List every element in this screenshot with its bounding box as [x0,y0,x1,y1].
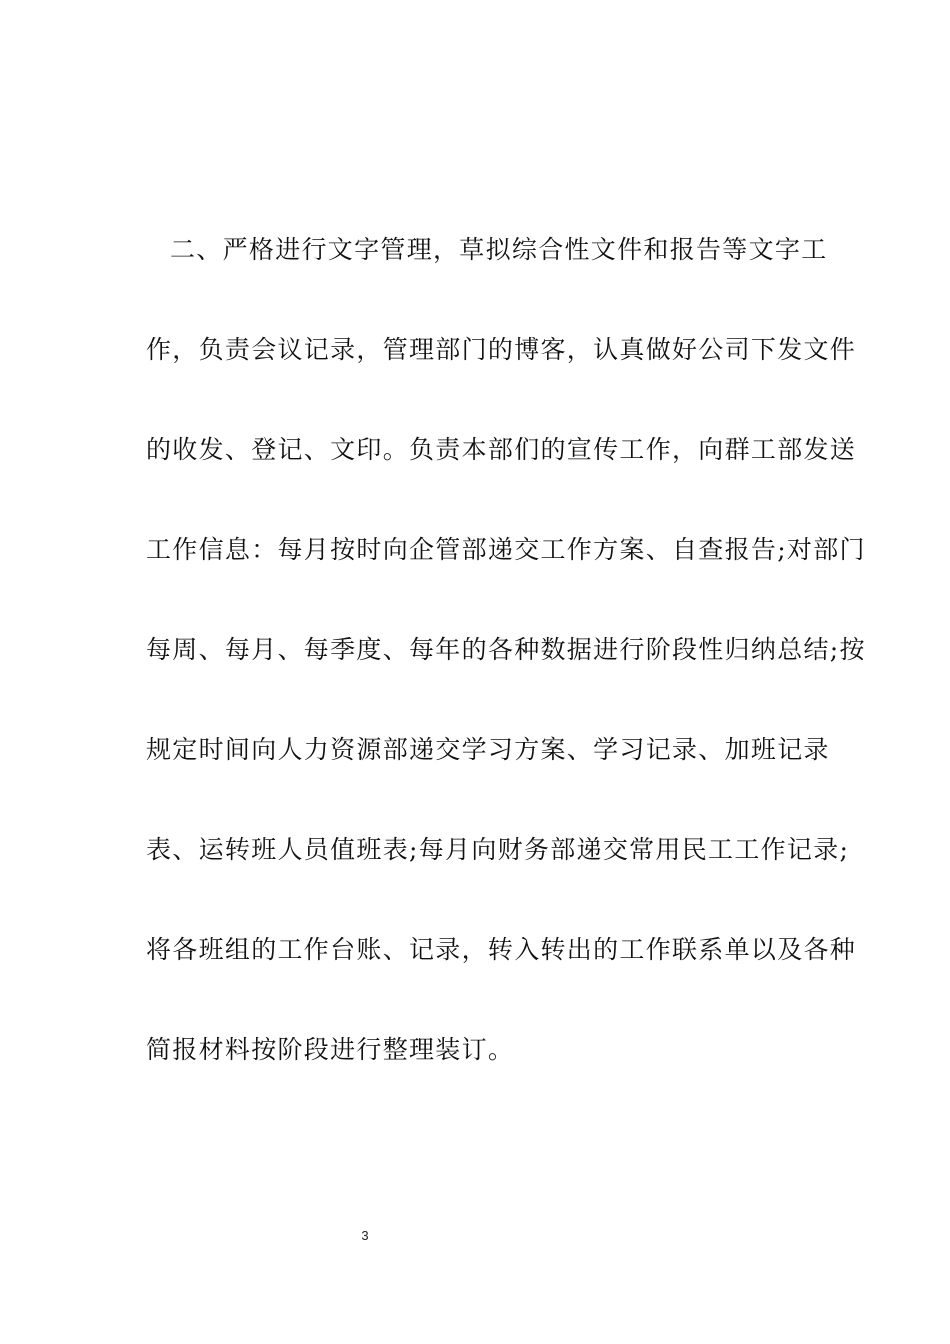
text-line-4: 工作信息：每月按时向企管部递交工作方案、自查报告;对部门 [146,535,866,564]
text-line-8: 将各班组的工作台账、记录，转入转出的工作联系单以及各种 [146,935,857,964]
text-line-1: 二、严格进行文字管理，草拟综合性文件和报告等文字工 [170,235,828,264]
text-line-2: 作，负责会议记录，管理部门的博客，认真做好公司下发文件 [146,335,857,364]
text-line-7: 表、运转班人员值班表;每月向财务部递交常用民工工作记录; [146,835,850,864]
page-number: 3 [361,1228,369,1243]
text-line-9: 简报材料按阶段进行整理装订。 [146,1035,515,1064]
body-paragraph [146,228,866,1128]
text-line-6: 规定时间向人力资源部递交学习方案、学习记录、加班记录 [146,735,830,764]
text-line-3: 的收发、登记、文印。负责本部们的宣传工作，向群工部发送 [146,435,857,464]
text-line-5: 每周、每月、每季度、每年的各种数据进行阶段性归纳总结;按 [146,635,866,664]
